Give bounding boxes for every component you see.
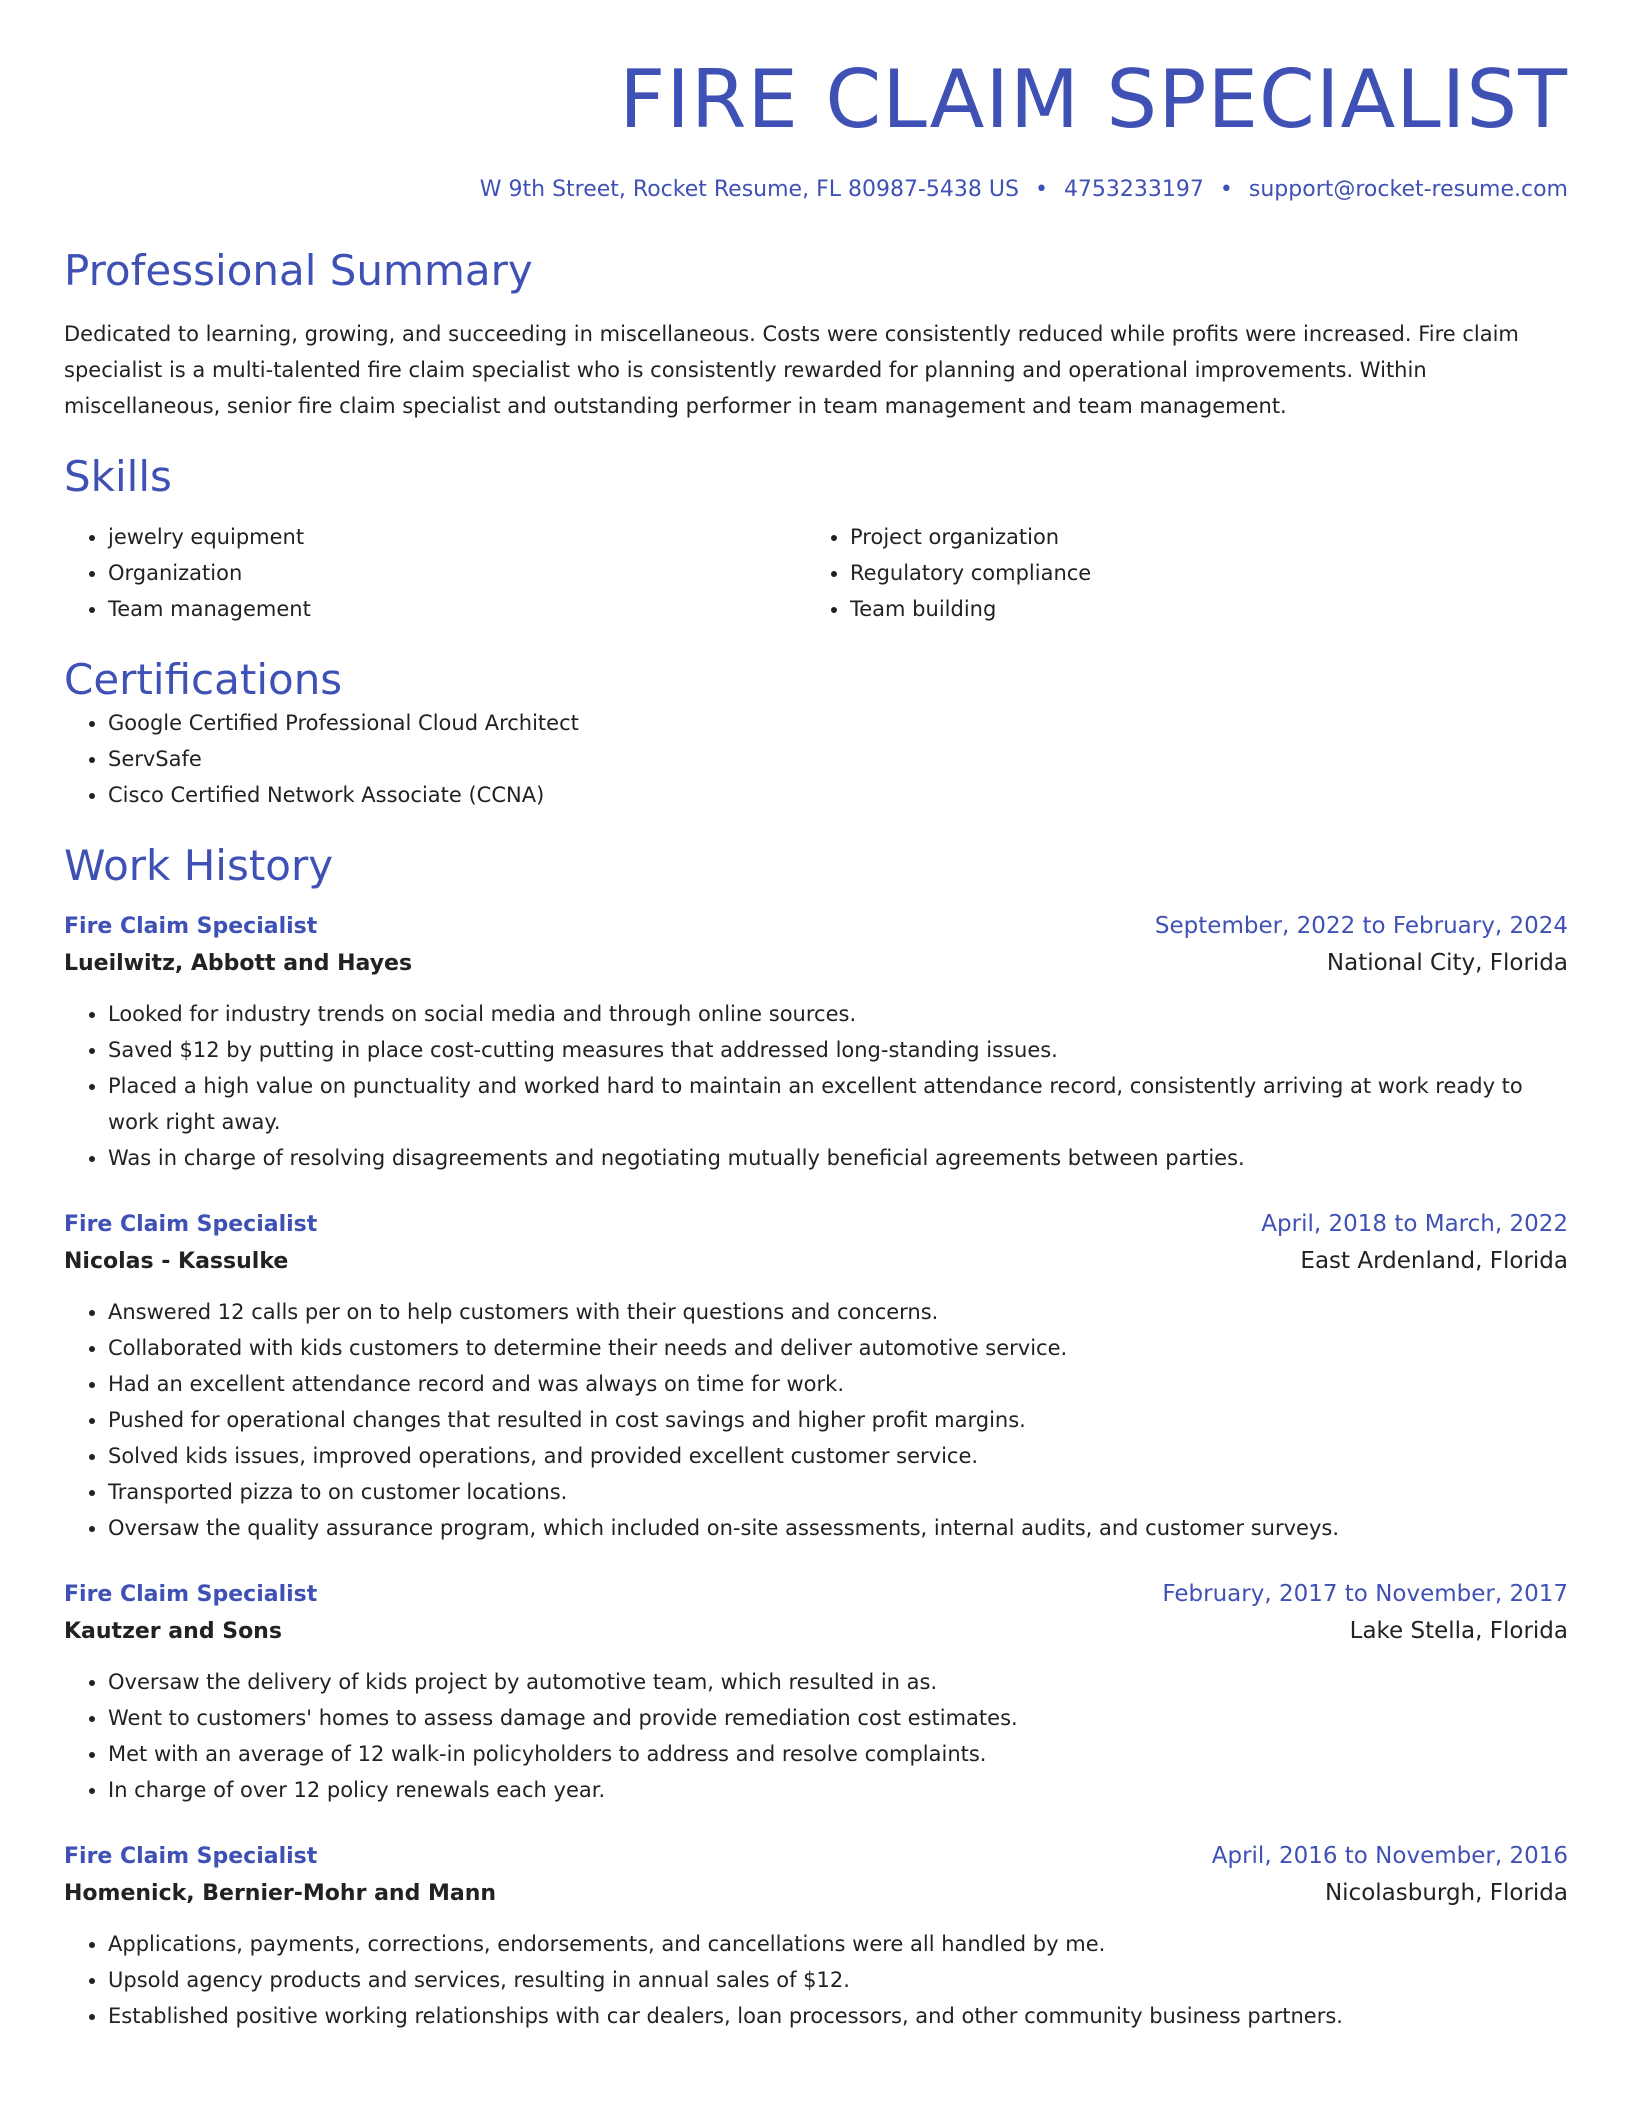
skill-item: • Project organization <box>850 519 1548 555</box>
job-location: National City, Florida <box>1326 949 1568 976</box>
job-location: East Ardenland, Florida <box>1300 1247 1568 1274</box>
job-bullets <box>64 1294 1568 1546</box>
job-entry <box>64 1840 1568 2034</box>
skills-column-right <box>806 519 1548 627</box>
section-title-summary: Professional Summary <box>64 246 533 295</box>
certification-item: • Cisco Certified Network Associate (CCNA) <box>108 777 1568 813</box>
job-bullet: • Established positive working relationships with car dealers, loan processors, and other community business partners. <box>108 1998 1568 2034</box>
job-header-row <box>64 910 1568 943</box>
job-bullet: • Was in charge of resolving disagreements and negotiating mutually beneficial agreements between parties. <box>108 1140 1568 1176</box>
section-title-skills: Skills <box>64 452 172 502</box>
job-title: Fire Claim Specialist <box>64 913 318 939</box>
job-bullet: • In charge of over 12 policy renewals each year. <box>108 1772 1568 1808</box>
contact-address: W 9th Street, Rocket Resume, FL 80987-5438 US <box>479 177 1019 202</box>
certification-item: • Google Certified Professional Cloud Architect <box>108 705 1568 741</box>
job-bullet: • Transported pizza to on customer locations. <box>108 1474 1568 1510</box>
job-bullets <box>64 1926 1568 2034</box>
job-bullet: • Had an excellent attendance record and was always on time for work. <box>108 1366 1568 1402</box>
job-company-row <box>64 943 1568 984</box>
job-bullet: • Went to customers' homes to assess damage and provide remediation cost estimates. <box>108 1700 1568 1736</box>
contact-line <box>64 177 1568 202</box>
job-header-row <box>64 1840 1568 1873</box>
skills-column-left <box>64 519 806 627</box>
job-bullets <box>64 1664 1568 1808</box>
job-entry <box>64 1578 1568 1808</box>
resume-page <box>64 0 1568 2034</box>
contact-email[interactable]: support@rocket-resume.com <box>1248 177 1568 202</box>
contact-separator: • <box>1219 177 1233 202</box>
skills-grid <box>64 519 1568 627</box>
contact-separator: • <box>1034 177 1048 202</box>
job-title: Fire Claim Specialist <box>64 1581 318 1607</box>
skill-item: • Organization <box>108 555 806 591</box>
resume-name: FIRE CLAIM SPECIALIST <box>619 53 1568 146</box>
section-title-certifications: Certifications <box>64 654 343 704</box>
job-location: Lake Stella, Florida <box>1349 1617 1568 1644</box>
job-bullet: • Answered 12 calls per on to help customers with their questions and concerns. <box>108 1294 1568 1330</box>
job-entry <box>64 910 1568 1176</box>
job-bullet: • Oversaw the quality assurance program, which included on-site assessments, internal audits, and customer surveys. <box>108 1510 1568 1546</box>
skill-item: • jewelry equipment <box>108 519 806 555</box>
job-company-row <box>64 1611 1568 1652</box>
job-title: Fire Claim Specialist <box>64 1843 318 1869</box>
job-company-row <box>64 1873 1568 1914</box>
certification-item: • ServSafe <box>108 741 1568 777</box>
job-company: Homenick, Bernier-Mohr and Mann <box>64 1880 497 1906</box>
job-dates: April, 2016 to November, 2016 <box>1211 1842 1568 1869</box>
skills-list-right <box>806 519 1548 627</box>
job-header-row <box>64 1208 1568 1241</box>
job-bullet: • Saved $12 by putting in place cost-cutting measures that addressed long-standing issues. <box>108 1032 1568 1068</box>
job-bullet: • Solved kids issues, improved operations, and provided excellent customer service. <box>108 1438 1568 1474</box>
skill-item: • Team management <box>108 591 806 627</box>
job-dates: April, 2018 to March, 2022 <box>1261 1210 1568 1237</box>
skill-item: • Regulatory compliance <box>850 555 1548 591</box>
job-bullet: • Met with an average of 12 walk-in policyholders to address and resolve complaints. <box>108 1736 1568 1772</box>
job-bullet: • Placed a high value on punctuality and worked hard to maintain an excellent attendance record, consistently arriving at work ready to work right away. <box>108 1068 1568 1140</box>
job-bullet: • Looked for industry trends on social media and through online sources. <box>108 996 1568 1032</box>
job-bullet: • Oversaw the delivery of kids project by automotive team, which resulted in as. <box>108 1664 1568 1700</box>
certifications-list <box>64 705 1568 813</box>
skill-item: • Team building <box>850 591 1548 627</box>
job-company-row <box>64 1241 1568 1282</box>
job-bullet: • Upsold agency products and services, resulting in annual sales of $12. <box>108 1962 1568 1998</box>
section-title-work-history: Work History <box>64 841 334 891</box>
job-bullets <box>64 996 1568 1176</box>
job-dates: February, 2017 to November, 2017 <box>1162 1580 1568 1607</box>
job-company: Kautzer and Sons <box>64 1618 282 1644</box>
job-company: Nicolas - Kassulke <box>64 1248 289 1274</box>
job-bullet: • Pushed for operational changes that resulted in cost savings and higher profit margins. <box>108 1402 1568 1438</box>
job-header-row <box>64 1578 1568 1611</box>
job-dates: September, 2022 to February, 2024 <box>1154 912 1568 939</box>
job-company: Lueilwitz, Abbott and Hayes <box>64 950 413 976</box>
summary-text: Dedicated to learning, growing, and succeeding in miscellaneous. Costs were consistently reduced while profits were increased. Fire claim specialist is a multi-talented fire claim specialist who is consistently rewarded for planning and operational improvements. Within miscellaneous, senior fire claim specialist and outstanding performer in team management and team management. <box>64 322 1519 419</box>
contact-phone[interactable]: 4753233197 <box>1063 177 1204 202</box>
job-title: Fire Claim Specialist <box>64 1211 318 1237</box>
job-location: Nicolasburgh, Florida <box>1324 1879 1568 1906</box>
job-bullet: • Collaborated with kids customers to determine their needs and deliver automotive service. <box>108 1330 1568 1366</box>
job-entry <box>64 1208 1568 1546</box>
skills-list-left <box>64 519 806 627</box>
job-bullet: • Applications, payments, corrections, endorsements, and cancellations were all handled by me. <box>108 1926 1568 1962</box>
